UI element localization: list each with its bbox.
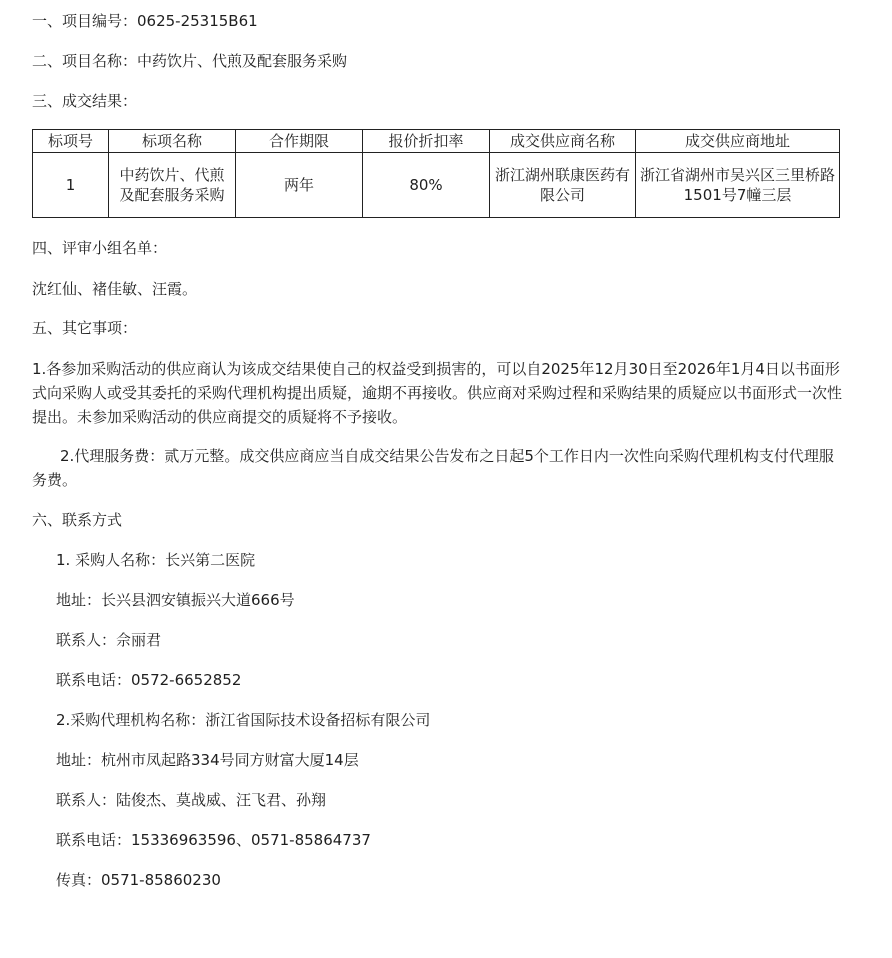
buyer-address: 地址：长兴县泗安镇振兴大道666号	[56, 591, 295, 609]
table-row	[33, 153, 840, 218]
cell-lot-name: 中药饮片、代煎及配套服务采购	[109, 153, 236, 218]
header-lot-name: 标项名称	[109, 130, 236, 153]
header-discount: 报价折扣率	[363, 130, 490, 153]
header-supplier-address: 成交供应商地址	[636, 130, 840, 153]
cell-supplier-address: 浙江省湖州市吴兴区三里桥路1501号7幢三层	[636, 153, 840, 218]
agency-address: 地址：杭州市凤起路334号同方财富大厦14层	[56, 751, 359, 769]
agency-fax: 传真：0571-85860230	[56, 871, 221, 889]
header-lot-number: 标项号	[33, 130, 109, 153]
header-term: 合作期限	[236, 130, 363, 153]
panel-heading: 四、评审小组名单：	[32, 239, 168, 257]
table-header-row	[33, 130, 840, 153]
buyer-name: 1. 采购人名称：长兴第二医院	[56, 551, 256, 569]
agency-contact: 联系人：陆俊杰、莫战威、汪飞君、孙翔	[56, 791, 327, 809]
project-number: 一、项目编号：0625-25315B61	[32, 12, 258, 30]
cell-term: 两年	[236, 153, 363, 218]
other-matters-heading: 五、其它事项：	[32, 319, 138, 337]
cell-lot-number: 1	[33, 153, 109, 218]
header-supplier-name: 成交供应商名称	[490, 130, 636, 153]
cell-discount: 80%	[363, 153, 490, 218]
agency-name: 2.采购代理机构名称：浙江省国际技术设备招标有限公司	[56, 711, 431, 729]
result-table	[32, 129, 840, 218]
contact-heading: 六、联系方式	[32, 511, 123, 529]
panel-members: 沈红仙、褚佳敏、汪霞。	[32, 280, 198, 298]
result-heading: 三、成交结果：	[32, 92, 138, 110]
cell-supplier-name: 浙江湖州联康医药有限公司	[490, 153, 636, 218]
agency-fee-paragraph: 2.代理服务费：贰万元整。成交供应商应当自成交结果公告发布之日起5个工作日内一次性向采购代理机构支付代理服务费。	[32, 447, 834, 489]
project-name: 二、项目名称：中药饮片、代煎及配套服务采购	[32, 52, 348, 70]
agency-phone: 联系电话：15336963596、0571-85864737	[56, 831, 371, 849]
buyer-contact: 联系人：佘丽君	[56, 631, 162, 649]
objection-paragraph: 1.各参加采购活动的供应商认为该成交结果使自己的权益受到损害的，可以自2025年12月30日至2026年1月4日以书面形式向采购人或受其委托的采购代理机构提出质疑，逾期不再接收。供应商对采购过程和采购结果的质疑应以书面形式一次性提出。未参加采购活动的供应商提交的质疑将不予接收。	[32, 360, 843, 426]
buyer-phone: 联系电话：0572-6652852	[56, 671, 242, 689]
